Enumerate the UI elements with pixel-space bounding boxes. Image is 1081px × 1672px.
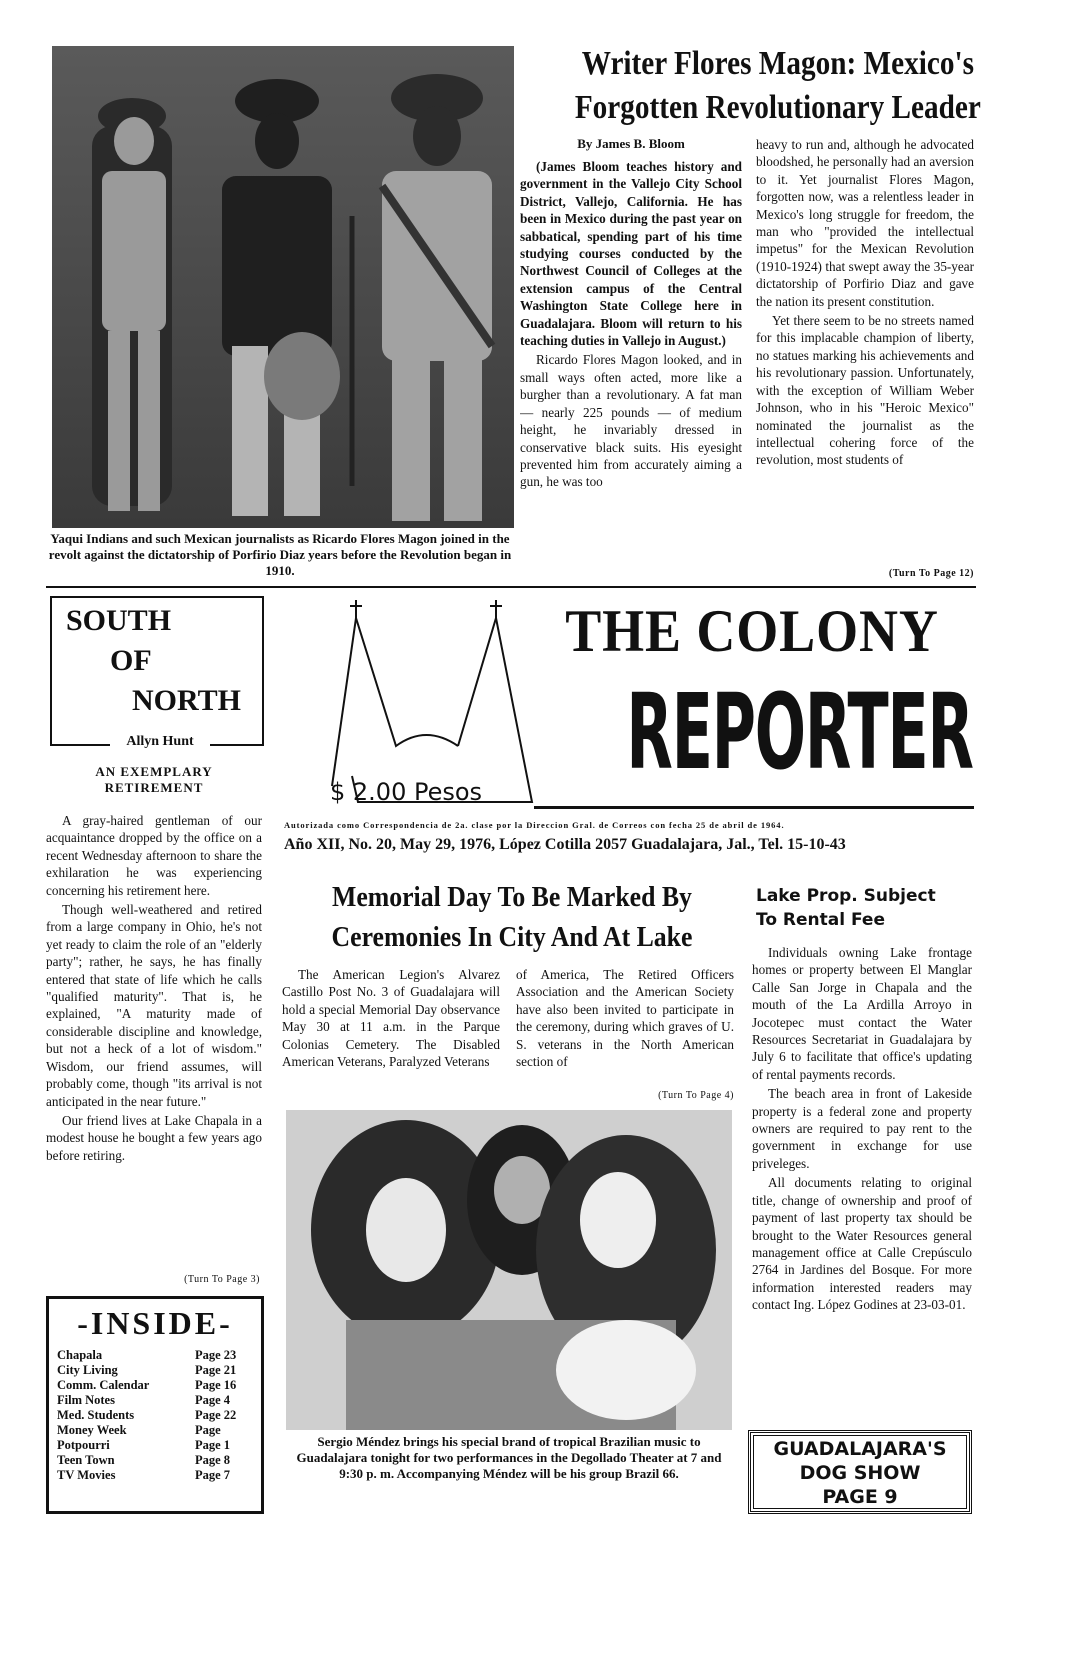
inside-label: Comm. Calendar xyxy=(57,1378,150,1392)
top-divider xyxy=(46,586,976,588)
dogshow-box[interactable] xyxy=(748,1430,972,1514)
inside-row[interactable] xyxy=(57,1423,253,1438)
column-title-of: OF xyxy=(110,644,152,677)
column-author: Allyn Hunt xyxy=(126,734,194,749)
top-headline-line2: Forgotten Revolutionary Leader xyxy=(574,89,981,126)
inside-row[interactable] xyxy=(57,1348,253,1363)
dogshow-line2: DOG SHOW xyxy=(799,1462,921,1484)
photo-caption: Yaqui Indians and such Mexican journalists as Ricardo Flores Magon joined in the revolt against the dictatorship of Porfirio Diaz years before the Revolution began in 1910. xyxy=(48,531,512,578)
masthead-price: $ 2.00 Pesos xyxy=(330,778,483,806)
top-story-jump: (Turn To Page 12) xyxy=(888,568,974,579)
author-bio: (James Bloom teaches history and government in the Vallejo City School District, Vallejo, California. He has been in Mexico during the past year on sabbatical, spending part of his time studying courses conducted by the Northwest Council of Colleges at the extension campus of the Central Washington State College here in Guadalajara. Bloom will return to his teaching duties in Vallejo in August.) xyxy=(520,159,742,349)
inside-label: Teen Town xyxy=(57,1453,115,1467)
memorial-jump: (Turn To Page 4) xyxy=(658,1090,734,1101)
masthead-authorization: Autorizada como Correspondencia de 2a. clase por la Direccion Gral. de Correos con fecha 25 de abril de 1964. xyxy=(284,820,785,830)
inside-label: City Living xyxy=(57,1363,118,1377)
flores-magon-photo xyxy=(52,46,514,528)
inside-page: Page 23 xyxy=(195,1348,237,1362)
column-headline-line2: RETIREMENT xyxy=(104,780,204,795)
column-paragraph2: Though well-weathered and retired from a large company in Ohio, he's not yet ready to claim the role of an "elderly party"; rather, he says, he has finally entered that state of life which he calls "qualified maturity". That is, he explained, "A maturity made of considerable discipline and knowledge, but not a heck of a lot of wisdom." Wisdom, our friend assumes, will probably come, though "its arrival is not anticipated in the near future." xyxy=(46,902,262,1109)
top-headline-line1: Writer Flores Magon: Mexico's xyxy=(581,45,974,82)
lake-headline-line1: Lake Prop. Subject xyxy=(756,886,936,906)
inside-page: Page 21 xyxy=(195,1363,237,1377)
lake-paragraph1: Individuals owning Lake frontage homes or property between El Manglar Calle San Jorge in Chapala and the mouth of the La Ardilla Arroyo in Jocotepec must contact the Water Resources Secretariat in Guadalajara by July 6 to facilitate that office's updating of rental payments records. xyxy=(752,945,972,1082)
inside-label: Med. Students xyxy=(57,1408,135,1422)
top-story-col1 xyxy=(520,158,742,580)
memorial-col2: of America, The Retired Officers Association and the American Society have also been invited to participate in the ceremony, during which graves of U. S. veterans in the North American section of xyxy=(516,967,734,1070)
memorial-headline xyxy=(300,878,723,958)
inside-row[interactable] xyxy=(57,1453,253,1468)
byline: By James B. Bloom xyxy=(577,136,685,151)
inside-list xyxy=(57,1348,253,1483)
masthead-title-line1: THE COLONY xyxy=(565,598,939,664)
masthead-title-line2: REPORTER xyxy=(626,671,973,793)
lake-headline-line2: To Rental Fee xyxy=(756,910,885,930)
column-paragraph3: Our friend lives at Lake Chapala in a modest house he bought a few years ago before retiring. xyxy=(46,1112,262,1163)
lake-headline xyxy=(756,884,980,932)
memorial-headline-line2: Ceremonies In City And At Lake xyxy=(331,922,693,953)
inside-page: Page 4 xyxy=(195,1393,231,1407)
author-rule-left xyxy=(50,744,110,746)
column-headline xyxy=(46,764,262,796)
inside-page: Page 22 xyxy=(195,1408,237,1422)
inside-label: Potpourri xyxy=(57,1438,110,1452)
inside-row[interactable] xyxy=(57,1408,253,1423)
top-col2-paragraph1: heavy to run and, although he advocated bloodshed, he personally had an aversion to it. Yet journalist Flores Magon, forgotten now, was a relentless leader in Mexico's long struggle for freedom, the man who "provided the intellectual impetus" for the Mexican Revolution (1910-1924) that swept away the 35-year dictatorship of Porfirio Diaz and gave the nation its present constitution. xyxy=(756,137,974,309)
photo-illustration xyxy=(52,46,514,528)
column-title-north: NORTH xyxy=(132,684,241,717)
inside-page: Page xyxy=(195,1423,221,1437)
inside-row[interactable] xyxy=(57,1363,253,1378)
lake-body xyxy=(752,944,972,1408)
photo2-illustration xyxy=(286,1110,732,1430)
inside-page: Page 1 xyxy=(195,1438,231,1452)
inside-label: TV Movies xyxy=(57,1468,116,1482)
inside-label: Chapala xyxy=(57,1348,103,1362)
lake-paragraph2: The beach area in front of Lakeside property is a federal zone and property owners are required to pay rent to the government in exchange for use priveleges. xyxy=(752,1086,972,1171)
top-col1-paragraph: Ricardo Flores Magon looked, and in small ways often acted, more like a burgher than a revolutionary. A fat man — nearly 225 pounds — of medium height, he invariably dressed in conservative black suits. His eyesight prevented him from accurately aiming a gun, he was too xyxy=(520,352,742,490)
masthead-dateline: Año XII, No. 20, May 29, 1976, López Cotilla 2057 Guadalajara, Jal., Tel. 15-10-43 xyxy=(284,836,846,853)
column-body xyxy=(46,812,262,1272)
inside-row[interactable] xyxy=(57,1438,253,1453)
lake-paragraph3: All documents relating to original title, change of ownership and proof of payment of last property tax should be brought to the Water Resources general management office at Calle Crepúsculo 2764 in Jardines del Bosque. For more information interested readers may contact Ing. López Godines at 23-03-01. xyxy=(752,1175,972,1313)
inside-label: Film Notes xyxy=(57,1393,115,1407)
column-title-south: SOUTH xyxy=(66,604,172,637)
column-jump: (Turn To Page 3) xyxy=(184,1274,260,1285)
inside-page: Page 16 xyxy=(195,1378,237,1392)
inside-page: Page 8 xyxy=(195,1453,231,1467)
inside-row[interactable] xyxy=(57,1378,253,1393)
dogshow-line1: GUADALAJARA'S xyxy=(773,1438,947,1460)
top-col2-paragraph2: Yet there seem to be no streets named for this implacable champion of liberty, no statues marking his achievements and his revolutionary passion. Unfortunately, with the exception of William Weber Johnson, who in his "Heroic Mexico" nominated the journalist as the intellectual cohering force of the revolution, most students of xyxy=(756,313,974,468)
top-story-col2 xyxy=(756,136,974,566)
column-headline-line1: AN EXEMPLARY xyxy=(95,764,213,779)
inside-row[interactable] xyxy=(57,1393,253,1408)
masthead-logo-icon xyxy=(318,596,538,808)
author-rule-right xyxy=(210,744,262,746)
top-headline xyxy=(522,42,1034,130)
inside-row[interactable] xyxy=(57,1468,253,1483)
column-paragraph1: A gray-haired gentleman of our acquaintance dropped by the office on a recent Wednesday afternoon to share the exhilaration he was experiencing concerning his retirement here. xyxy=(46,813,262,898)
inside-title: -INSIDE- xyxy=(77,1305,233,1341)
masthead-underline xyxy=(534,806,974,809)
sergio-mendez-photo xyxy=(286,1110,732,1430)
inside-box xyxy=(46,1296,264,1514)
dogshow-line3: PAGE 9 xyxy=(822,1486,898,1508)
inside-label: Money Week xyxy=(57,1423,127,1437)
memorial-col1: The American Legion's Alvarez Castillo Post No. 3 of Guadalajara will hold a special Memorial Day observance May 30 at 11 a.m. in the Parque Colonias Cemetery. The Disabled American Veterans, Paralyzed Veterans xyxy=(282,967,500,1070)
photo2-caption: Sergio Méndez brings his special brand of tropical Brazilian music to Guadalajara tonight for two performances in the Degollado Theater at 7 and 9:30 p. m. Accompanying Méndez will be his group Brazil 66. xyxy=(296,1434,722,1481)
inside-page: Page 7 xyxy=(195,1468,231,1482)
memorial-headline-line1: Memorial Day To Be Marked By xyxy=(332,882,692,913)
